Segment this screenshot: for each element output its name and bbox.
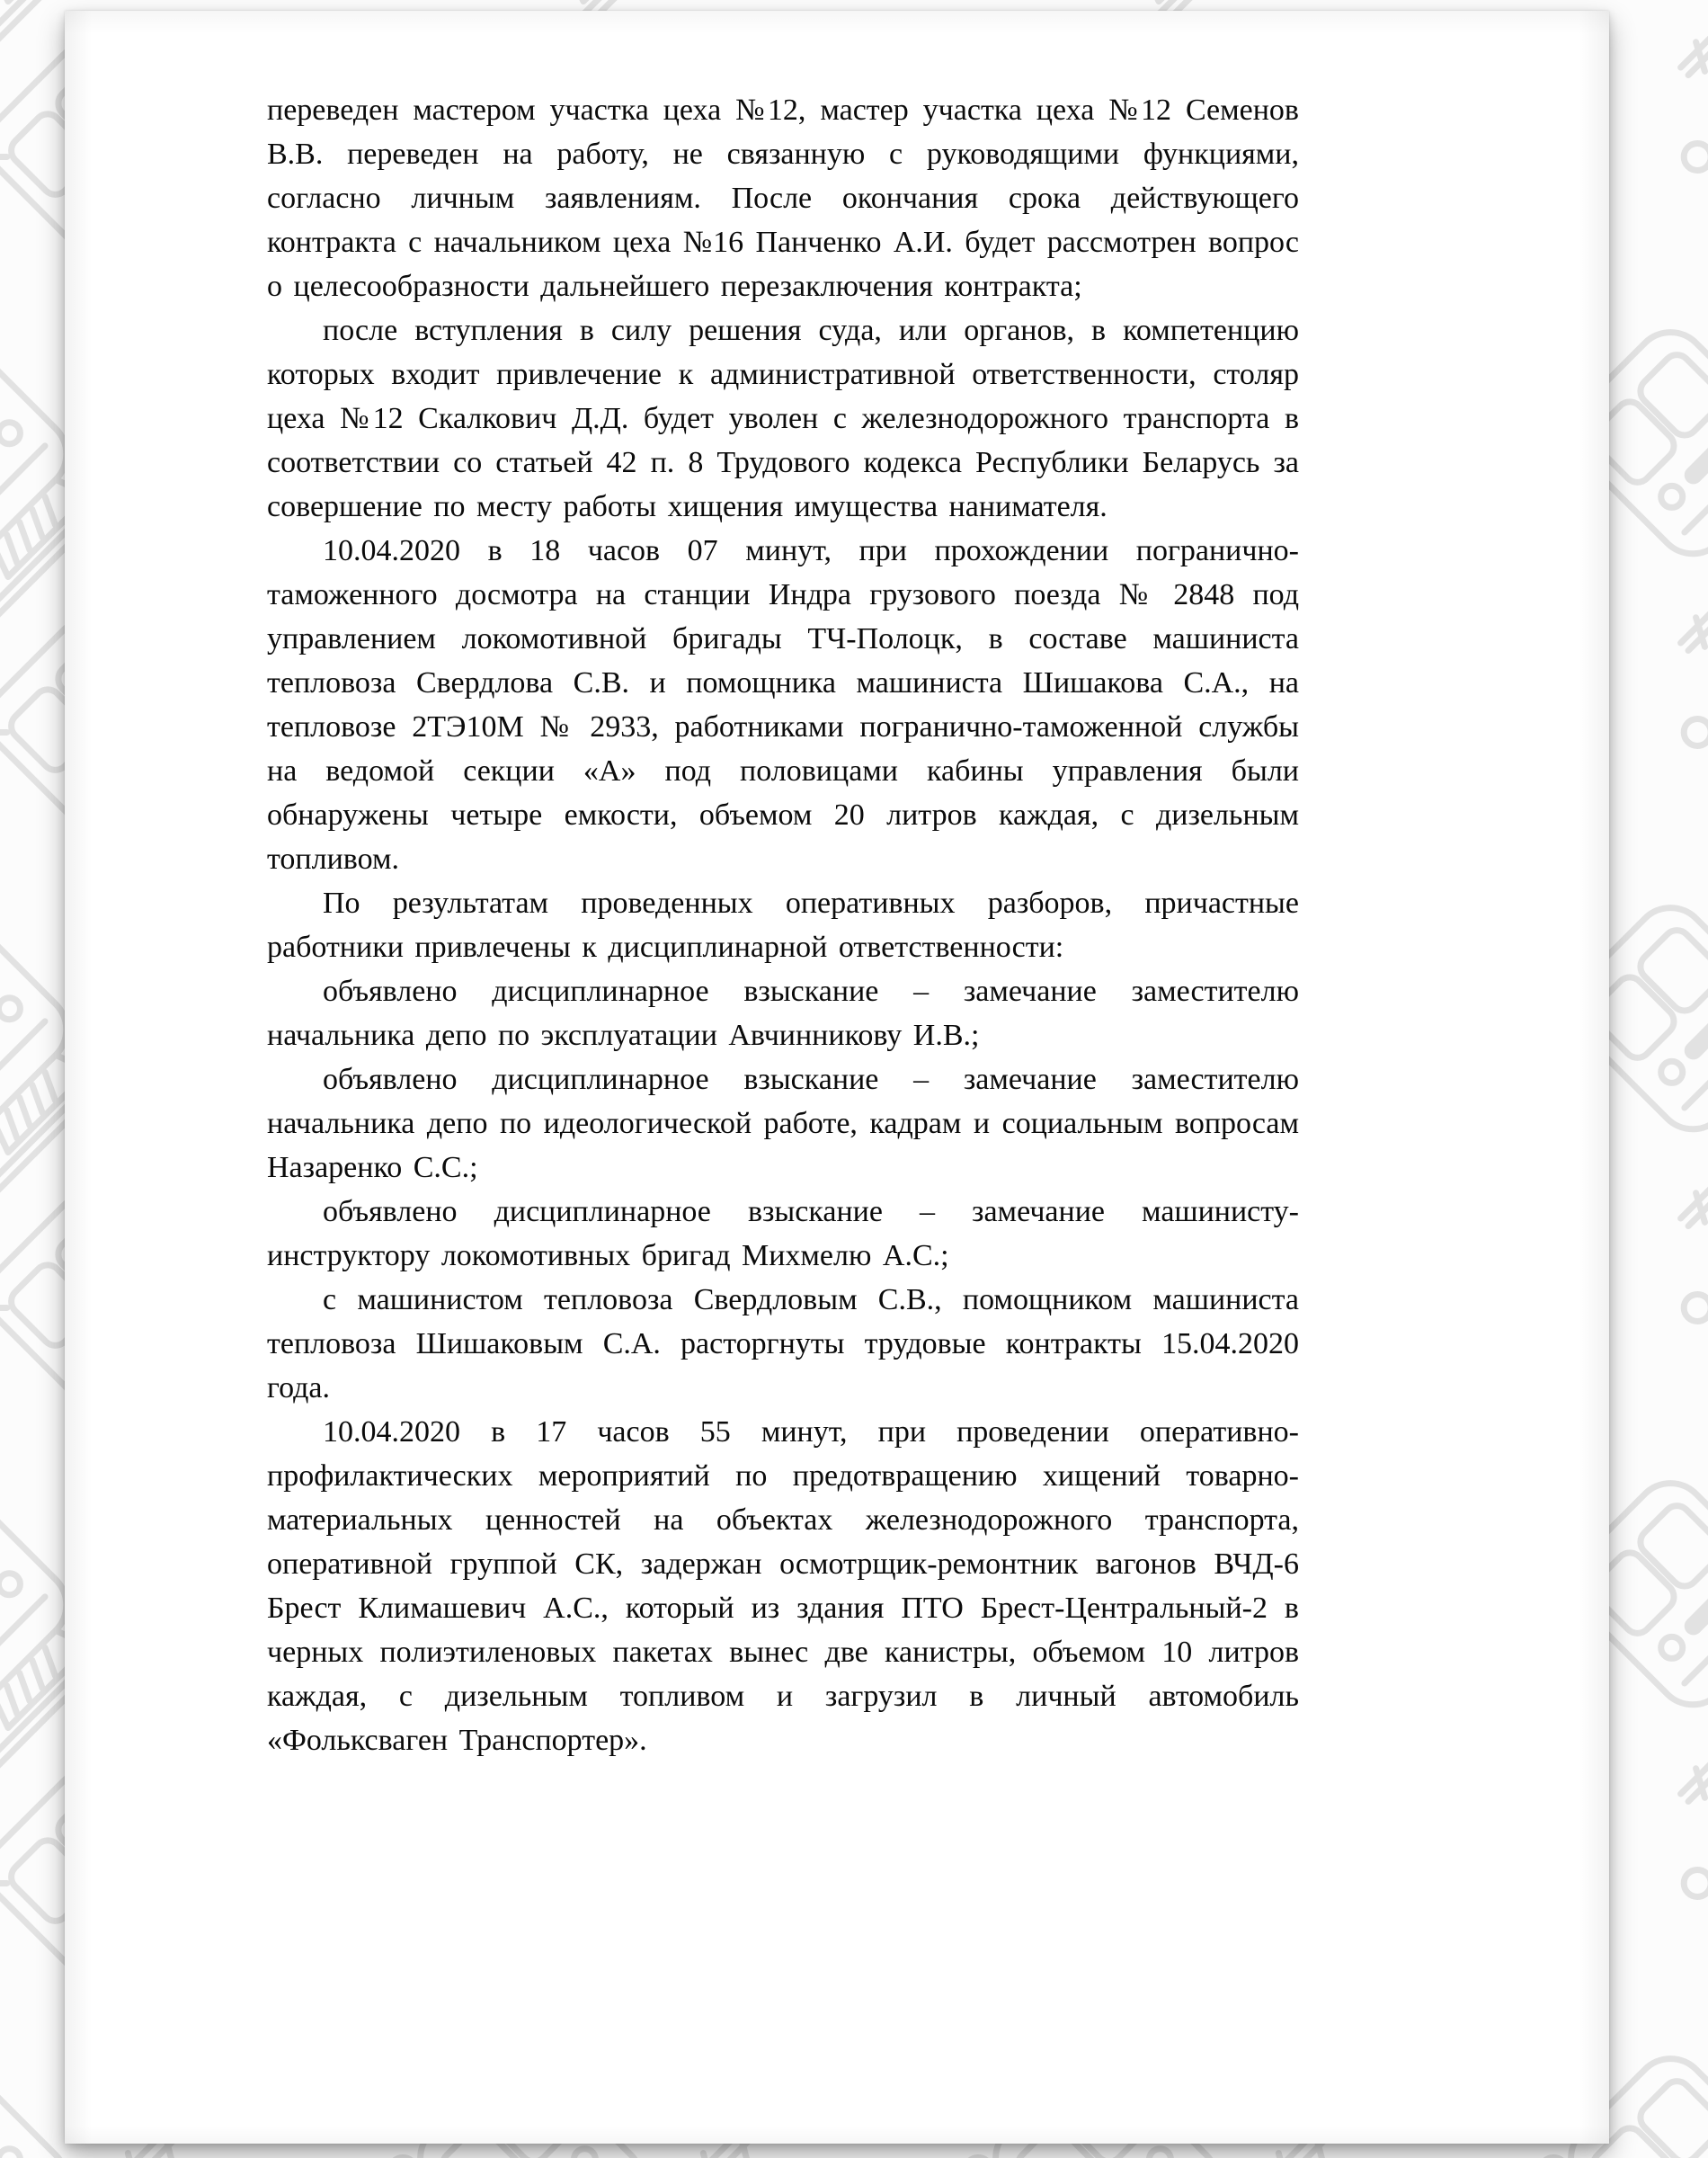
paragraph: объявлено дисциплинарное взыскание – замечание машинисту-инструктору локомотивных бригад Михмелю А.С.; bbox=[267, 1195, 1299, 1272]
paragraph: переведен мастером участка цеха №12, мастер участка цеха №12 Семенов В.В. переведен на работу, не связанную с руководящими функциями, согласно личным заявлениям. После окончания срока действующего контракта с начальником цеха №16 Панченко А.И. будет рассмотрен вопрос о целесообразности дальнейшего перезаключения контракта; bbox=[267, 94, 1299, 303]
paragraph: объявлено дисциплинарное взыскание – замечание заместителю начальника депо по идеологической работе, кадрам и социальным вопросам Назаренко С.С.; bbox=[267, 1063, 1299, 1184]
paragraph: По результатам проведенных оперативных разборов, причастные работники привлечены к дисциплинарной ответственности: bbox=[267, 887, 1299, 964]
paragraph: 10.04.2020 в 18 часов 07 минут, при прохождении погранично-таможенного досмотра на станции Индра грузового поезда № 2848 под управлением локомотивной бригады ТЧ-Полоцк, в составе машиниста тепловоза Свердлова С.В. и помощника машиниста Шишакова С.А., на тепловозе 2ТЭ10М № 2933, работниками погранично-таможенной службы на ведомой секции «А» под половицами кабины управления были обнаружены четыре емкости, объемом 20 литров каждая, с дизельным топливом. bbox=[267, 534, 1299, 876]
train-front-icon bbox=[1652, 1133, 1708, 1520]
paragraph: с машинистом тепловоза Свердловым С.В., помощником машиниста тепловоза Шишаковым С.А. расторгнуты трудовые контракты 15.04.2020 года. bbox=[267, 1283, 1299, 1404]
document-body bbox=[267, 88, 1299, 1762]
paragraph: объявлено дисциплинарное взыскание – замечание заместителю начальника депо по эксплуатации Авчинникову И.В.; bbox=[267, 975, 1299, 1052]
document-sheet bbox=[65, 11, 1609, 2144]
paragraph: 10.04.2020 в 17 часов 55 минут, при проведении оперативно-профилактических мероприятий по предотвращению хищений товарно-материальных ценностей на объектах железнодорожного транспорта, оперативной группой СК, задержан осмотрщик-ремонтник вагонов ВЧД-6 Брест Климашевич А.С., который из здания ПТО Брест-Центральный-2 в черных полиэтиленовых пакетах вынес две канистры, объемом 10 литров каждая, с дизельным топливом и загрузил в личный автомобиль «Фольксваген Транспортер». bbox=[267, 1415, 1299, 1757]
train-front-icon bbox=[1652, 1708, 1708, 2096]
paragraph: после вступления в силу решения суда, или органов, в компетенцию которых входит привлечение к административной ответственности, столяр цеха №12 Скалкович Д.Д. будет уволен с железнодорожного транспорта в соответствии со статьей 42 п. 8 Трудового кодекса Республики Беларусь за совершение по месту работы хищения имущества нанимателя. bbox=[267, 314, 1299, 523]
train-front-icon bbox=[1652, 557, 1708, 945]
